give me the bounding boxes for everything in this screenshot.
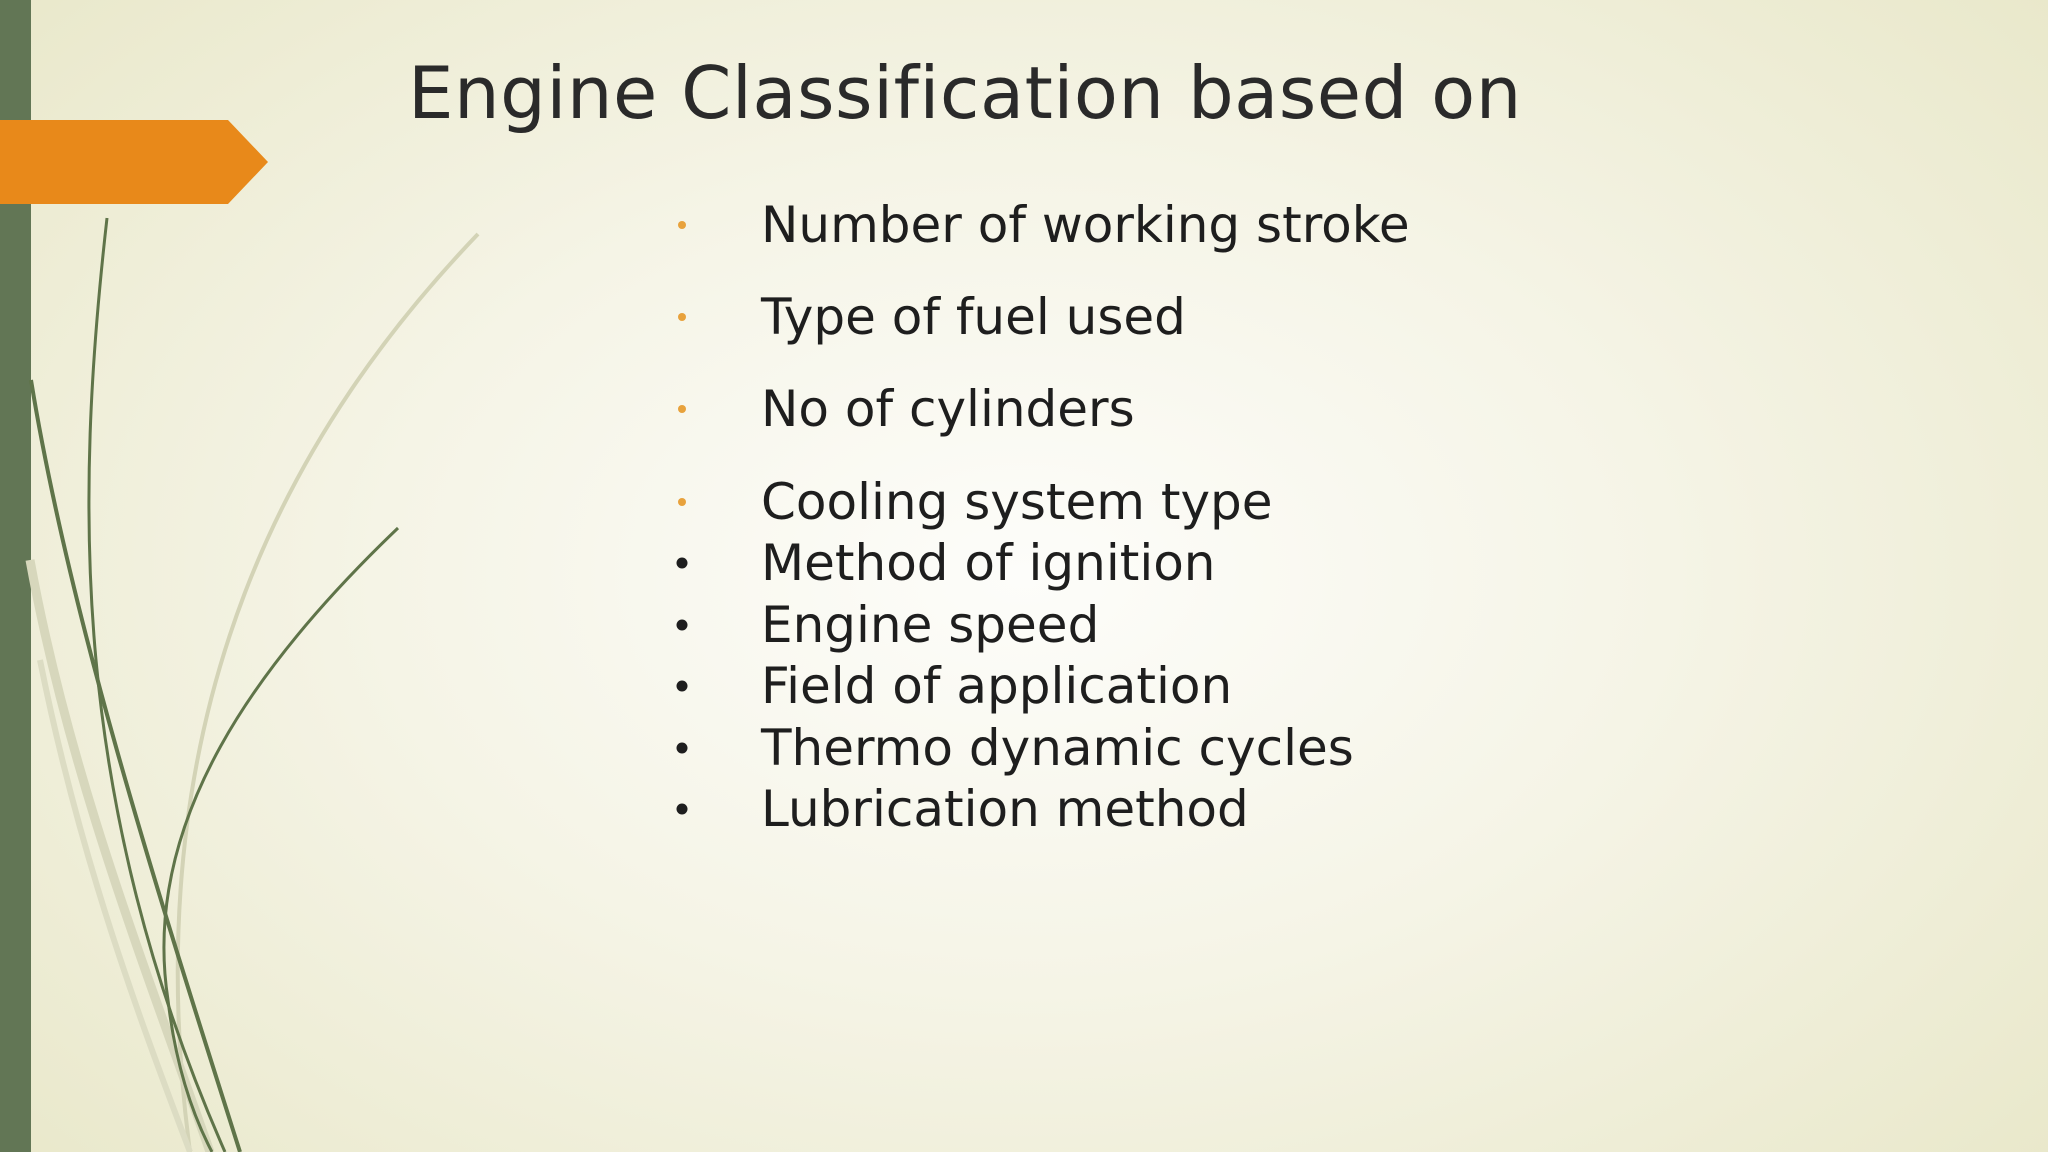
bullet-item bbox=[0, 287, 1500, 347]
bullet-text: Field of application bbox=[761, 657, 1233, 715]
bullet-item bbox=[0, 595, 1500, 655]
bullet-text: Method of ignition bbox=[761, 534, 1216, 592]
bullet-text: Number of working stroke bbox=[761, 196, 1410, 254]
bullet-text: No of cylinders bbox=[761, 380, 1135, 438]
bullet-text: Thermo dynamic cycles bbox=[761, 719, 1354, 777]
bullet-text: Lubrication method bbox=[761, 780, 1249, 838]
bullet-text: Engine speed bbox=[761, 596, 1100, 654]
bullet-item bbox=[0, 533, 1500, 593]
bullet-marker-icon bbox=[678, 221, 686, 229]
bullet-text: Type of fuel used bbox=[761, 288, 1186, 346]
bullet-item bbox=[0, 195, 1500, 255]
bullet-text: Cooling system type bbox=[761, 473, 1273, 531]
bullet-item bbox=[0, 656, 1500, 716]
bullet-marker-icon bbox=[677, 620, 688, 631]
bullet-item bbox=[0, 779, 1500, 839]
bullet-marker-icon bbox=[677, 681, 688, 692]
slide-title: Engine Classification based on bbox=[408, 51, 1522, 135]
bullet-marker-icon bbox=[677, 558, 688, 569]
bullet-marker-icon bbox=[678, 498, 686, 506]
bullet-item bbox=[0, 379, 1500, 439]
bullet-marker-icon bbox=[677, 743, 688, 754]
bullet-marker-icon bbox=[678, 313, 686, 321]
bullet-marker-icon bbox=[678, 405, 686, 413]
bullet-item bbox=[0, 472, 1500, 532]
bullet-marker-icon bbox=[677, 804, 688, 815]
bullet-item bbox=[0, 718, 1500, 778]
